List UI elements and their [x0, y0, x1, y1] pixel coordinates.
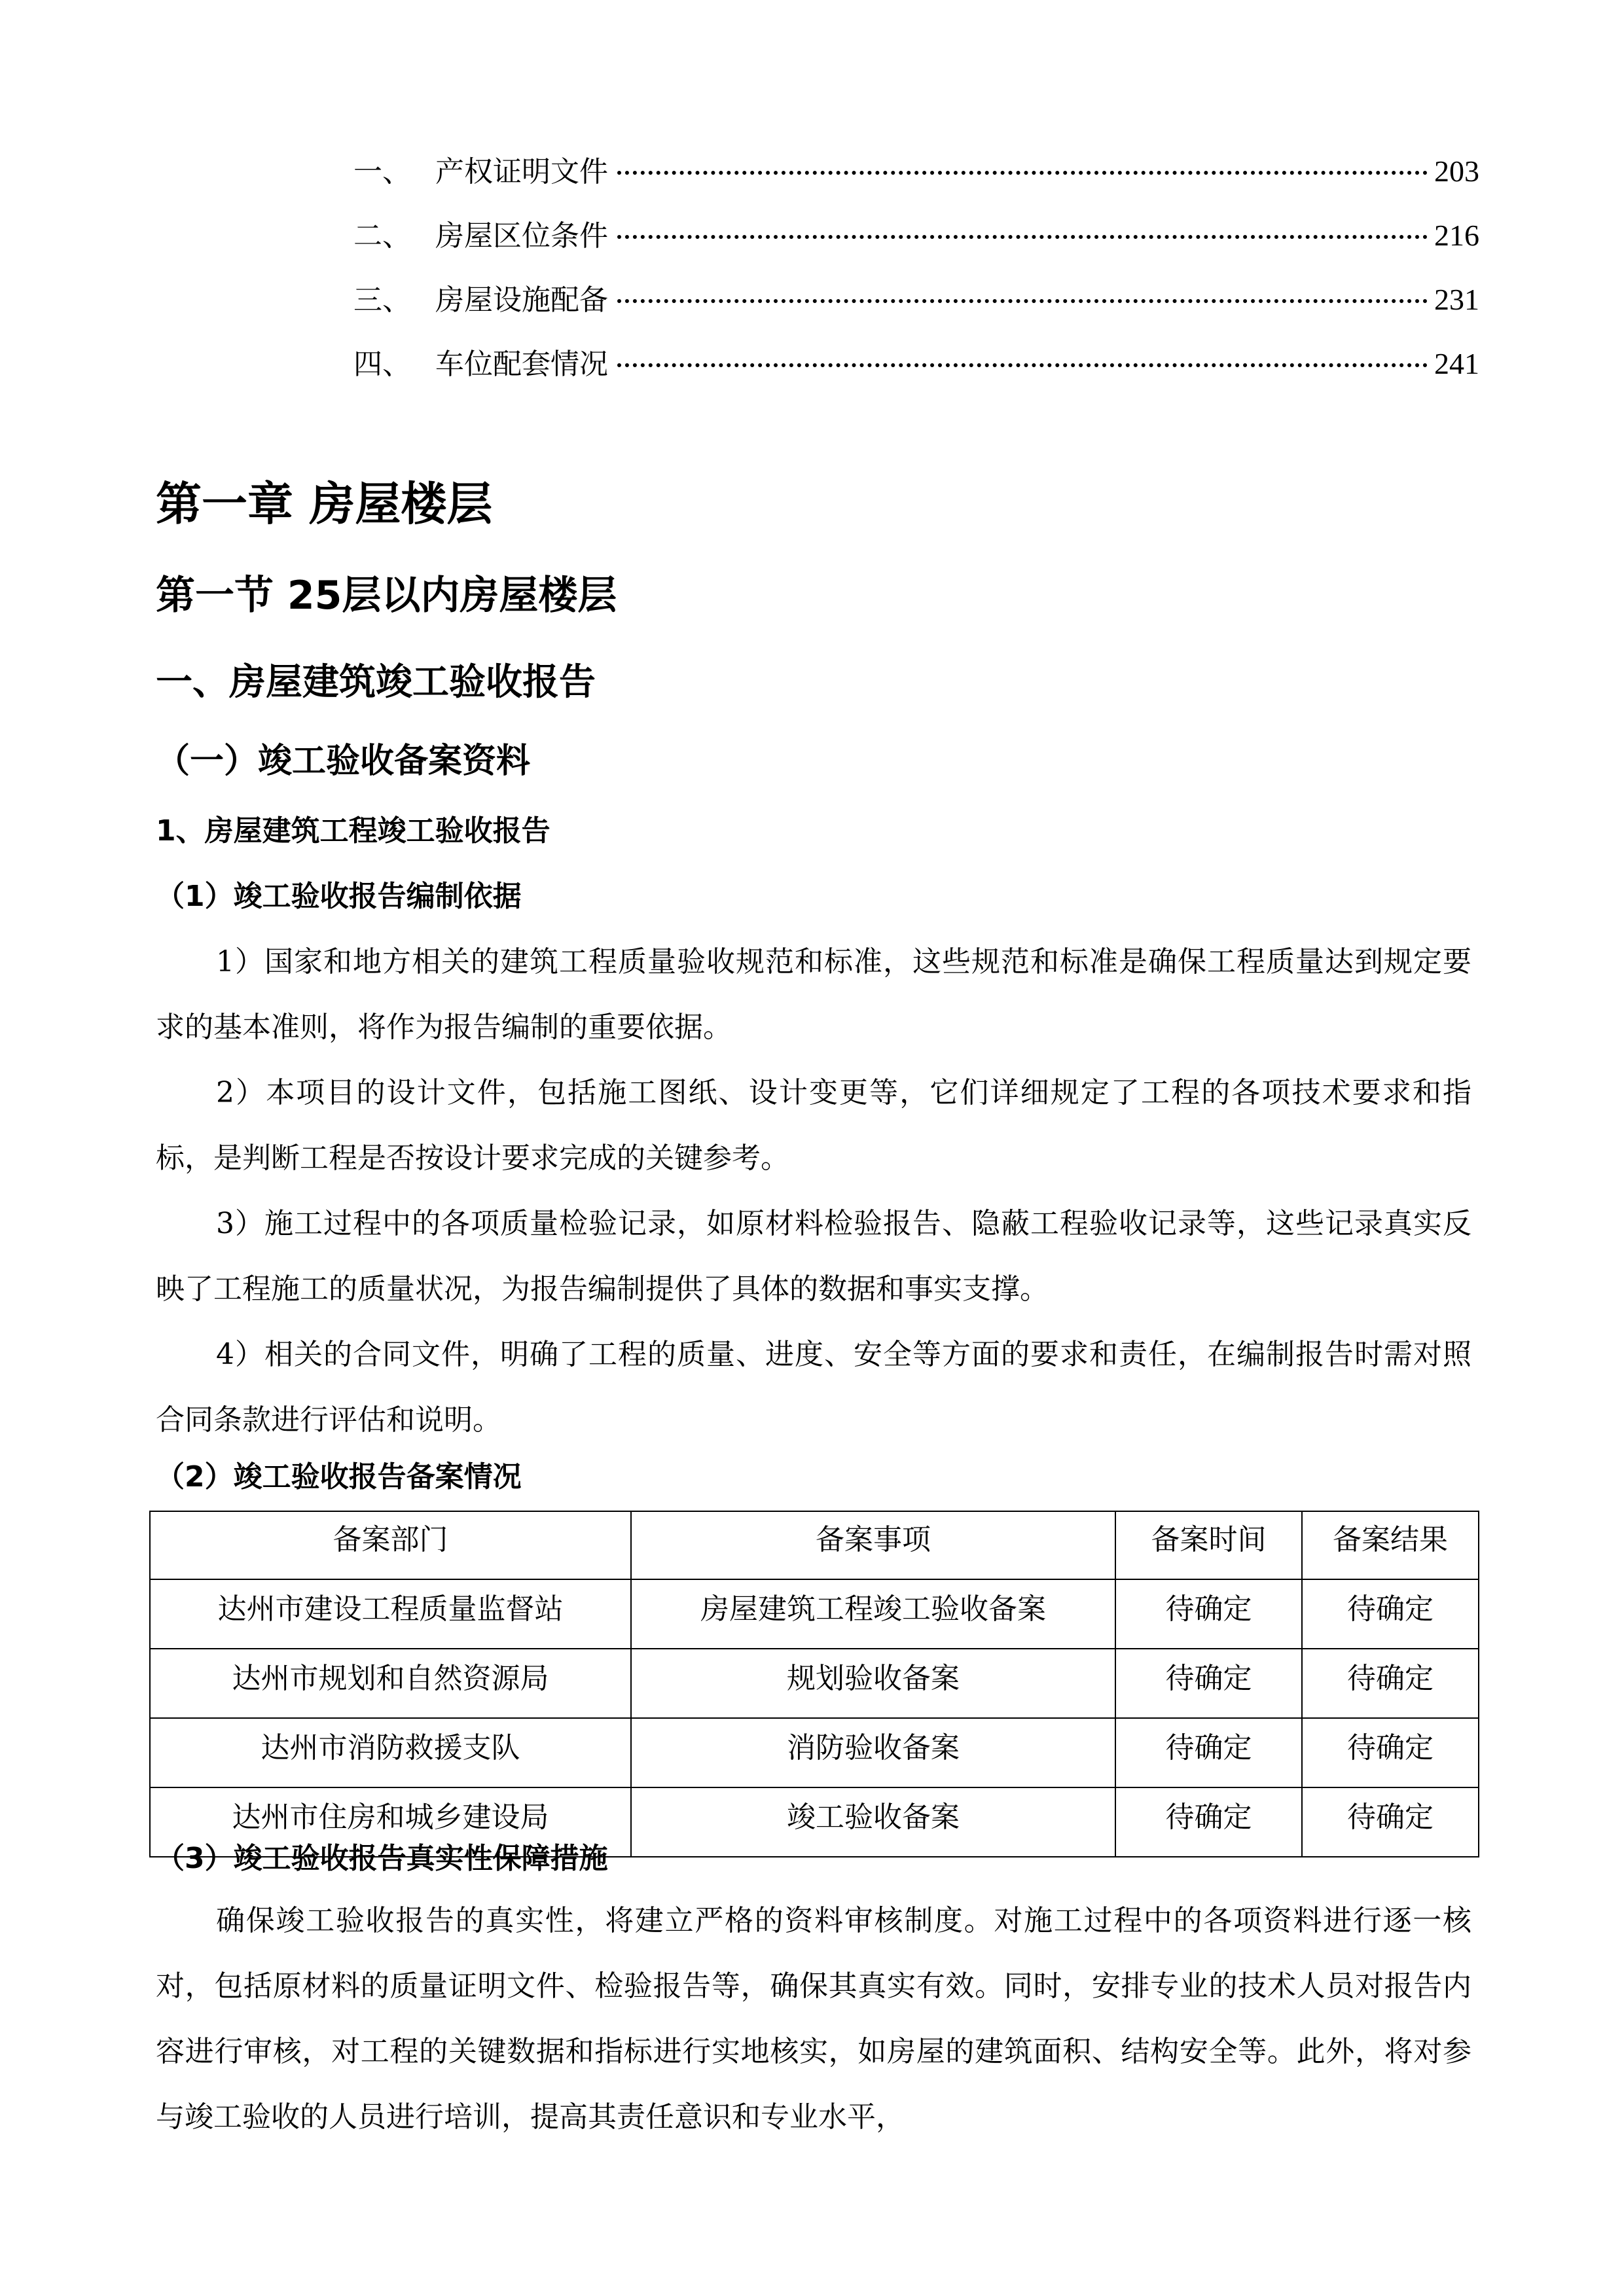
column-header-department: 备案部门	[150, 1511, 631, 1579]
table-header-row	[150, 1511, 1479, 1579]
cell-department: 达州市住房和城乡建设局	[150, 1787, 631, 1857]
paragraph-basis-1: 1）国家和地方相关的建筑工程质量验收规范和标准，这些规范和标准是确保工程质量达到规定要求的基本准则，将作为报告编制的重要依据。	[156, 945, 1471, 1044]
cell-time: 待确定	[1115, 1649, 1302, 1718]
column-header-result: 备案结果	[1302, 1511, 1479, 1579]
cell-result: 待确定	[1302, 1787, 1479, 1857]
column-header-time: 备案时间	[1115, 1511, 1302, 1579]
toc-leader-dots	[617, 363, 1428, 367]
table-of-contents	[353, 152, 1479, 408]
authenticity-heading: （3）竣工验收报告真实性保障措施	[156, 1842, 608, 1875]
cell-department: 达州市消防救援支队	[150, 1718, 631, 1787]
filing-heading: （2）竣工验收报告备案情况	[156, 1460, 522, 1494]
paragraph-basis-4: 4）相关的合同文件，明确了工程的质量、进度、安全等方面的要求和责任，在编制报告时需对照合同条款进行评估和说明。	[156, 1338, 1471, 1437]
toc-entry[interactable]	[353, 344, 1479, 408]
toc-entry-page: 216	[1434, 219, 1479, 252]
cell-item: 竣工验收备案	[631, 1787, 1115, 1857]
basis-heading: （1）竣工验收报告编制依据	[156, 880, 522, 913]
chapter-heading: 第一章 房屋楼层	[156, 477, 493, 531]
toc-entry-page: 231	[1434, 283, 1479, 316]
paragraph-basis-3: 3）施工过程中的各项质量检验记录，如原材料检验报告、隐蔽工程验收记录等，这些记录真实反映了工程施工的质量状况，为报告编制提供了具体的数据和事实支撑。	[156, 1207, 1471, 1306]
toc-entry-number: 一、	[353, 155, 411, 188]
toc-entry-number: 三、	[353, 283, 411, 317]
table-row	[150, 1649, 1479, 1718]
toc-entry-title: 房屋区位条件	[435, 219, 608, 253]
cell-result: 待确定	[1302, 1579, 1479, 1649]
cell-item: 消防验收备案	[631, 1718, 1115, 1787]
table-row	[150, 1718, 1479, 1787]
paragraph-authenticity: 确保竣工验收报告的真实性，将建立严格的资料审核制度。对施工过程中的各项资料进行逐一核对，包括原材料的质量证明文件、检验报告等，确保其真实有效。同时，安排专业的技术人员对报告内容进行审核，对工程的关键数据和指标进行实地核实，如房屋的建筑面积、结构安全等。此外，将对参与竣工验收的人员进行培训，提高其责任意识和专业水平，	[156, 1904, 1471, 2134]
toc-entry-title: 房屋设施配备	[435, 283, 608, 317]
toc-entry-title: 车位配套情况	[435, 348, 608, 381]
cell-item: 房屋建筑工程竣工验收备案	[631, 1579, 1115, 1649]
cell-time: 待确定	[1115, 1787, 1302, 1857]
toc-entry[interactable]	[353, 216, 1479, 280]
toc-entry-number: 二、	[353, 219, 411, 253]
filing-table	[149, 1511, 1479, 1857]
cell-department: 达州市规划和自然资源局	[150, 1649, 631, 1718]
paragraph-basis-2: 2）本项目的设计文件，包括施工图纸、设计变更等，它们详细规定了工程的各项技术要求和指标，是判断工程是否按设计要求完成的关键参考。	[156, 1076, 1471, 1175]
toc-entry-title: 产权证明文件	[435, 155, 608, 188]
toc-leader-dots	[617, 171, 1428, 175]
cell-item: 规划验收备案	[631, 1649, 1115, 1718]
cell-department: 达州市建设工程质量监督站	[150, 1579, 631, 1649]
subsubsection-heading: （一）竣工验收备案资料	[156, 742, 531, 781]
cell-result: 待确定	[1302, 1649, 1479, 1718]
toc-entry[interactable]	[353, 152, 1479, 216]
toc-entry-page: 203	[1434, 154, 1479, 188]
cell-time: 待确定	[1115, 1718, 1302, 1787]
subsection-heading: 一、房屋建筑竣工验收报告	[156, 661, 596, 704]
toc-entry-number: 四、	[353, 348, 411, 381]
toc-entry[interactable]	[353, 280, 1479, 344]
cell-result: 待确定	[1302, 1718, 1479, 1787]
toc-entry-page: 241	[1434, 347, 1479, 380]
cell-time: 待确定	[1115, 1579, 1302, 1649]
section-heading: 第一节 25层以内房屋楼层	[156, 573, 617, 619]
column-header-item: 备案事项	[631, 1511, 1115, 1579]
table-row	[150, 1579, 1479, 1649]
item-heading: 1、房屋建筑工程竣工验收报告	[156, 814, 550, 848]
toc-leader-dots	[617, 235, 1428, 239]
toc-leader-dots	[617, 299, 1428, 303]
